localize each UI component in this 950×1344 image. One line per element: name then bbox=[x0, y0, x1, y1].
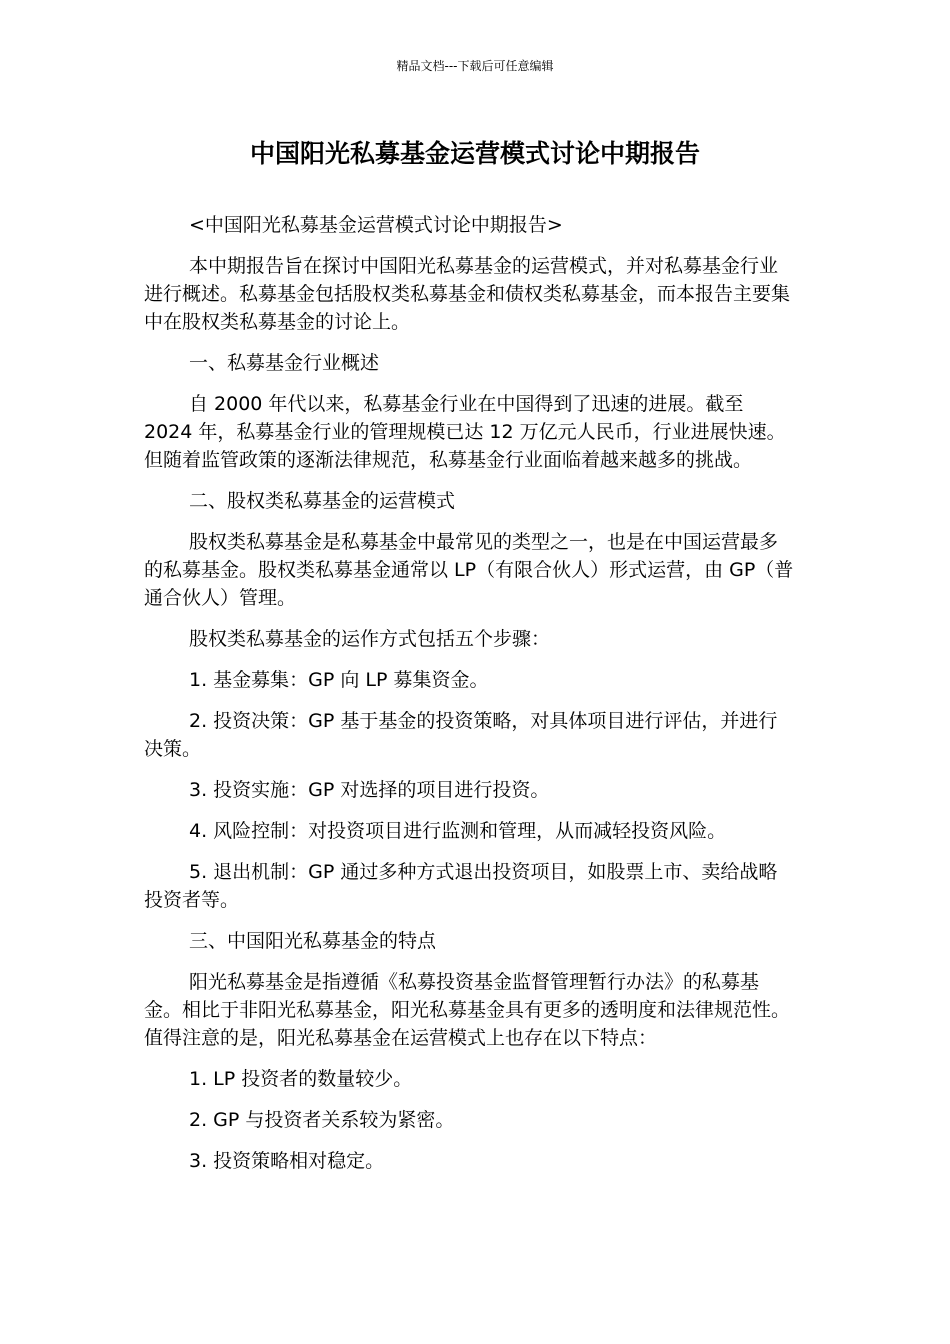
document-title: 中国阳光私募基金运营模式讨论中期报告 bbox=[249, 139, 700, 168]
paragraph-steps-intro: 股权类私募基金的运作方式包括五个步骤： bbox=[189, 628, 551, 650]
paragraph-subtitle: <中国阳光私募基金运营模式讨论中期报告> bbox=[189, 214, 563, 236]
list-item-feature-3: 3. 投资策略相对稳定。 bbox=[189, 1150, 385, 1172]
section-heading-1: 一、私募基金行业概述 bbox=[189, 352, 380, 374]
paragraph-equity-fund: 股权类私募基金是私募基金中最常见的类型之一，也是在中国运营最多的私募基金。股权类私募基金通常以 LP（有限合伙人）形式运营，由 GP（普通合伙人）管理。 bbox=[144, 531, 794, 609]
section-heading-3: 三、中国阳光私募基金的特点 bbox=[189, 930, 437, 952]
page-header: 精品文档---下载后可任意编辑 bbox=[396, 59, 554, 73]
list-item-feature-1: 1. LP 投资者的数量较少。 bbox=[189, 1068, 413, 1090]
list-item-step-3: 3. 投资实施：GP 对选择的项目进行投资。 bbox=[189, 779, 550, 801]
section-heading-2: 二、股权类私募基金的运营模式 bbox=[189, 490, 456, 512]
list-item-feature-2: 2. GP 与投资者关系较为紧密。 bbox=[189, 1109, 455, 1131]
document-body bbox=[144, 211, 794, 1188]
paragraph-sunshine-fund: 阳光私募基金是指遵循《私募投资基金监督管理暂行办法》的私募基金。相比于非阳光私募基金，阳光私募基金具有更多的透明度和法律规范性。值得注意的是，阳光私募基金在运营模式上也存在以下特点： bbox=[144, 971, 791, 1049]
list-item-step-4: 4. 风险控制：对投资项目进行监测和管理，从而减轻投资风险。 bbox=[189, 820, 727, 842]
list-item-step-5: 5. 退出机制：GP 通过多种方式退出投资项目，如股票上市、卖给战略投资者等。 bbox=[144, 861, 778, 911]
list-item-step-1: 1. 基金募集：GP 向 LP 募集资金。 bbox=[189, 669, 489, 691]
list-item-step-2: 2. 投资决策：GP 基于基金的投资策略，对具体项目进行评估，并进行决策。 bbox=[144, 710, 778, 760]
paragraph-intro: 本中期报告旨在探讨中国阳光私募基金的运营模式，并对私募基金行业进行概述。私募基金包括股权类私募基金和债权类私募基金，而本报告主要集中在股权类私募基金的讨论上。 bbox=[144, 255, 791, 333]
paragraph-industry-overview: 自 2000 年代以来，私募基金行业在中国得到了迅速的进展。截至 2024 年，私募基金行业的管理规模已达 12 万亿元人民币，行业进展快速。但随着监管政策的逐渐法律规范，私募基金行业面临着越来越多的挑战。 bbox=[144, 393, 786, 471]
